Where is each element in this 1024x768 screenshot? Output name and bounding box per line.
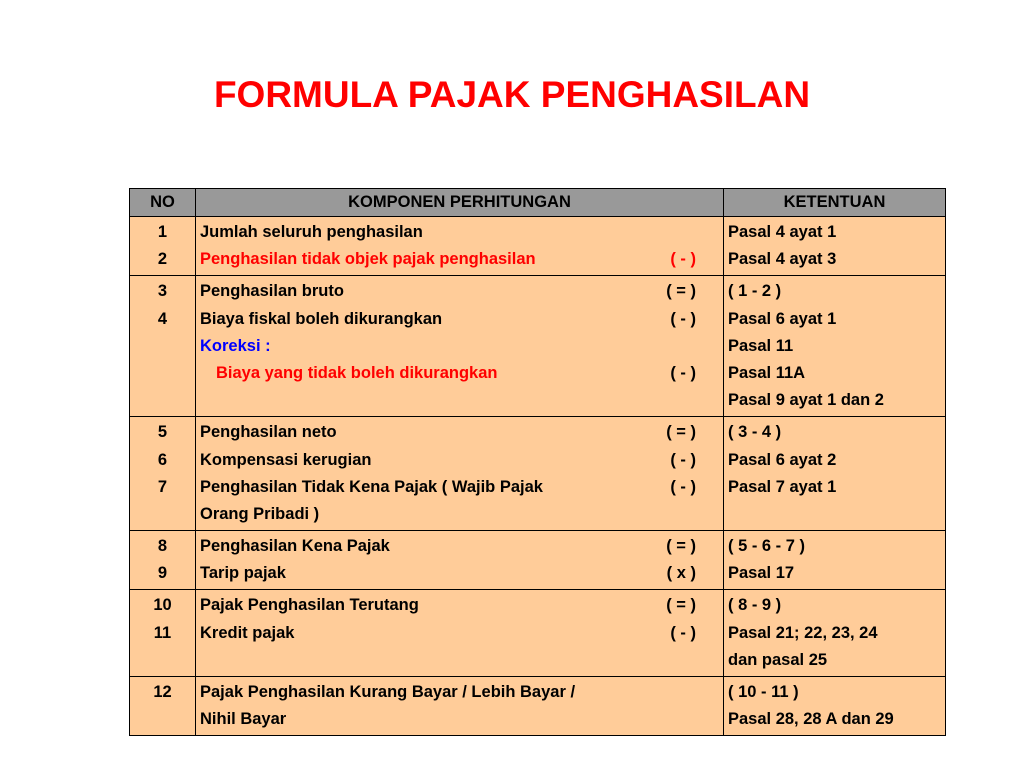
component-label: Pajak Penghasilan Terutang bbox=[200, 596, 419, 615]
component-label: Penghasilan bruto bbox=[200, 282, 344, 301]
operator: ( - ) bbox=[670, 309, 696, 328]
provision-label: Pasal 9 ayat 1 dan 2 bbox=[728, 391, 884, 410]
component-label: Penghasilan tidak objek pajak penghasilan bbox=[200, 250, 536, 269]
provision-label: Pasal 11A bbox=[728, 363, 806, 382]
row-number: 2 bbox=[157, 250, 168, 269]
provision-label: Pasal 7 ayat 1 bbox=[728, 477, 837, 496]
operator: ( = ) bbox=[666, 537, 696, 556]
component-label: Biaya yang tidak boleh dikurangkan bbox=[216, 363, 498, 382]
table-row-group bbox=[130, 417, 945, 531]
operator: ( - ) bbox=[670, 623, 696, 642]
row-number: 1 bbox=[157, 223, 168, 241]
operator: ( = ) bbox=[666, 596, 696, 615]
row-number: 10 bbox=[153, 596, 172, 615]
provision-label: ( 3 - 4 ) bbox=[728, 423, 782, 442]
operator: ( - ) bbox=[670, 450, 696, 469]
component-label: Kompensasi kerugian bbox=[200, 450, 372, 469]
table-row-group bbox=[130, 217, 945, 276]
operator: ( x ) bbox=[666, 564, 696, 583]
component-label: Jumlah seluruh penghasilan bbox=[200, 223, 423, 241]
correction-label: Koreksi : bbox=[200, 336, 271, 355]
row-number: 5 bbox=[157, 423, 168, 442]
row-number: 4 bbox=[157, 309, 168, 328]
row-number: 12 bbox=[153, 683, 172, 701]
component-label: Kredit pajak bbox=[200, 623, 295, 642]
provision-label: ( 1 - 2 ) bbox=[728, 282, 782, 301]
table-row-group bbox=[130, 531, 945, 590]
provision-label: Pasal 28, 28 A dan 29 bbox=[728, 710, 894, 729]
row-number: 7 bbox=[157, 477, 168, 496]
provision-label: Pasal 11 bbox=[728, 336, 794, 355]
provision-label: ( 10 - 11 ) bbox=[728, 683, 799, 701]
row-number: 9 bbox=[157, 564, 168, 583]
table-row-group bbox=[130, 677, 945, 735]
operator: ( = ) bbox=[666, 423, 696, 442]
header-ketentuan: KETENTUAN bbox=[783, 193, 886, 211]
component-label: Tarip pajak bbox=[200, 564, 286, 583]
provision-label: Pasal 21; 22, 23, 24 bbox=[728, 623, 878, 642]
row-number: 6 bbox=[157, 450, 168, 469]
provision-label: ( 8 - 9 ) bbox=[728, 596, 782, 615]
component-label: Penghasilan Tidak Kena Pajak ( Wajib Pajak bbox=[200, 477, 543, 496]
operator: ( = ) bbox=[666, 282, 696, 301]
table-row-group bbox=[130, 276, 945, 417]
row-number: 11 bbox=[153, 623, 172, 642]
provision-label: Pasal 4 ayat 1 bbox=[728, 223, 837, 241]
row-number: 3 bbox=[157, 282, 168, 301]
component-label: Orang Pribadi ) bbox=[200, 504, 320, 523]
header-no: NO bbox=[130, 189, 196, 216]
component-label: Penghasilan Kena Pajak bbox=[200, 537, 390, 556]
formula-table bbox=[129, 188, 946, 736]
provision-label: Pasal 4 ayat 3 bbox=[728, 250, 837, 269]
table-header bbox=[130, 189, 945, 217]
page-title: FORMULA PAJAK PENGHASILAN bbox=[213, 74, 811, 115]
operator: ( - ) bbox=[670, 250, 696, 269]
component-label: Biaya fiskal boleh dikurangkan bbox=[200, 309, 443, 328]
row-number: 8 bbox=[157, 537, 168, 556]
operator: ( - ) bbox=[670, 363, 696, 382]
table-row-group bbox=[130, 590, 945, 677]
provision-label: Pasal 6 ayat 1 bbox=[728, 309, 837, 328]
component-label: Nihil Bayar bbox=[200, 710, 287, 729]
provision-label: ( 5 - 6 - 7 ) bbox=[728, 537, 806, 556]
component-label: Penghasilan neto bbox=[200, 423, 337, 442]
provision-label: Pasal 17 bbox=[728, 564, 795, 583]
provision-label: Pasal 6 ayat 2 bbox=[728, 450, 837, 469]
operator: ( - ) bbox=[670, 477, 696, 496]
component-label: Pajak Penghasilan Kurang Bayar / Lebih Bayar / bbox=[200, 683, 576, 701]
provision-label: dan pasal 25 bbox=[728, 650, 828, 669]
header-komponen: KOMPONEN PERHITUNGAN bbox=[196, 189, 724, 216]
